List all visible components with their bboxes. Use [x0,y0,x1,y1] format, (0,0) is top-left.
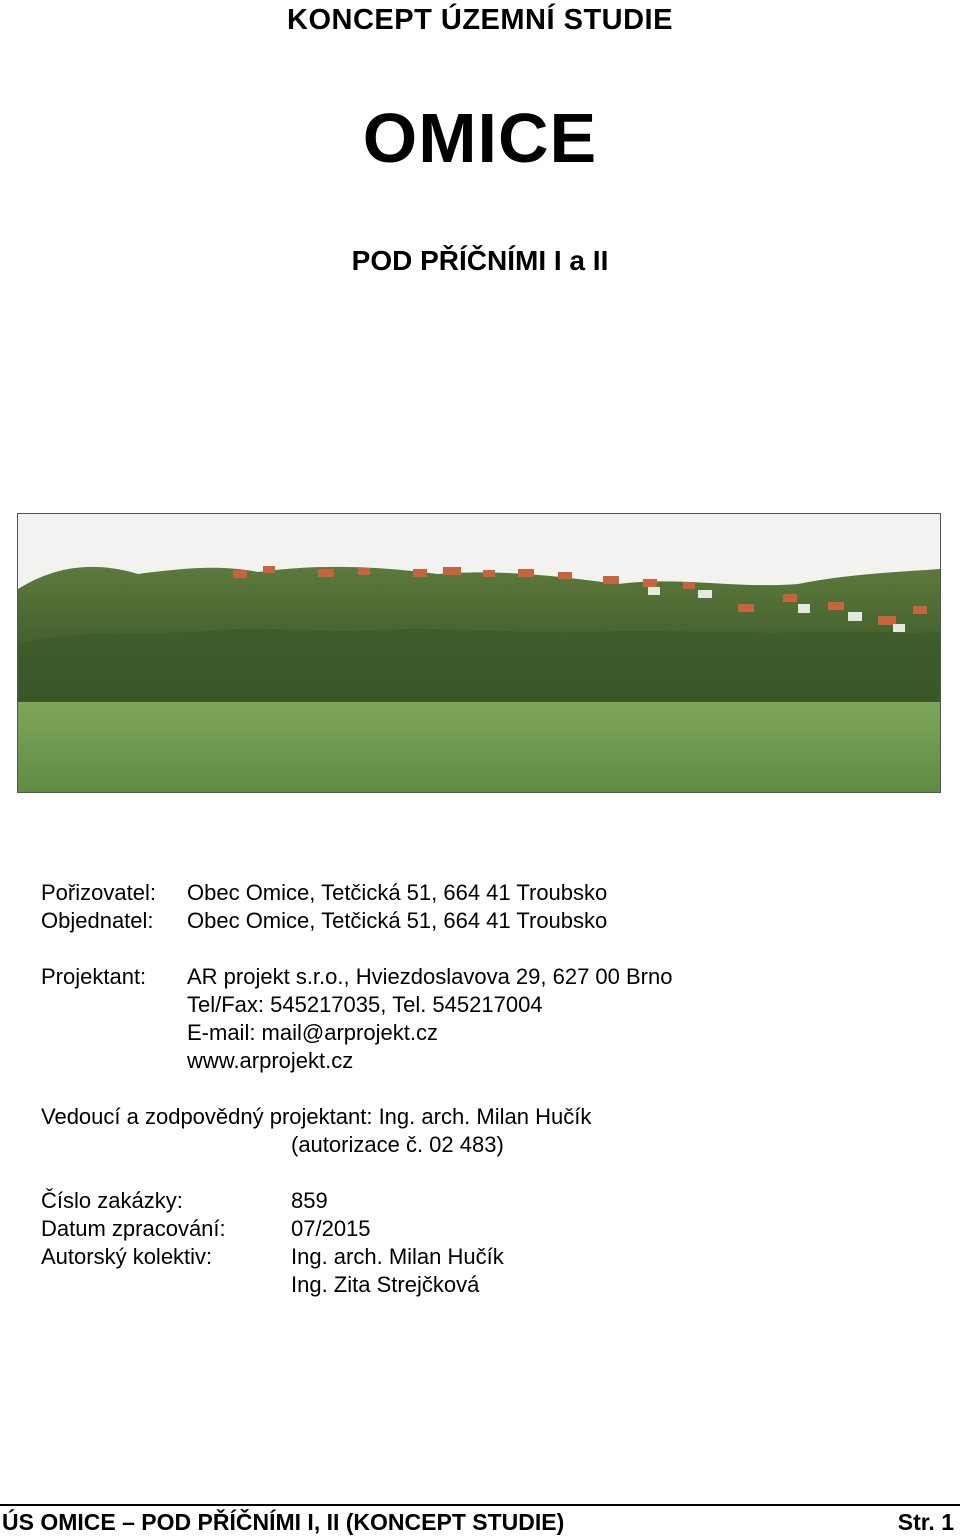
objednatel-label: Objednatel: [41,908,154,933]
landscape-photo [17,513,941,793]
team-member-1: Ing. arch. Milan Hučík [291,1244,504,1269]
responsible-designer: Vedoucí a zodpovědný projektant: Ing. arch. Milan Hučík [41,1104,592,1129]
porizovatel-value: Obec Omice, Tetčická 51, 664 41 Troubsko [187,880,608,905]
projektant-company: AR projekt s.r.o., Hviezdoslavova 29, 627 00 Brno [187,964,673,989]
projektant-email: E-mail: mail@arprojekt.cz [187,1020,438,1045]
order-number-value: 859 [291,1188,328,1213]
authorization-number: (autorizace č. 02 483) [291,1132,504,1157]
footer-title: ÚS OMICE – POD PŘÍČNÍMI I, II (KONCEPT STUDIE) [2,1509,565,1535]
document-subtitle: POD PŘÍČNÍMI I a II [351,245,609,276]
date-label: Datum zpracování: [41,1216,226,1241]
order-number-label: Číslo zakázky: [41,1188,183,1213]
landscape-illustration [18,514,940,792]
porizovatel-label: Pořizovatel: [41,880,156,905]
page-number: Str. 1 [897,1509,954,1535]
document-title: OMICE [362,99,598,177]
projektant-label: Projektant: [41,964,147,989]
projektant-phone: Tel/Fax: 545217035, Tel. 545217004 [187,992,543,1017]
projektant-web: www.arprojekt.cz [187,1048,354,1073]
objednatel-value: Obec Omice, Tetčická 51, 664 41 Troubsko [187,908,608,933]
team-member-2: Ing. Zita Strejčková [291,1272,480,1297]
date-value: 07/2015 [291,1216,371,1241]
footer-divider [0,1504,960,1506]
team-label: Autorský kolektiv: [41,1244,213,1269]
document-type: KONCEPT ÚZEMNÍ STUDIE [287,4,673,36]
